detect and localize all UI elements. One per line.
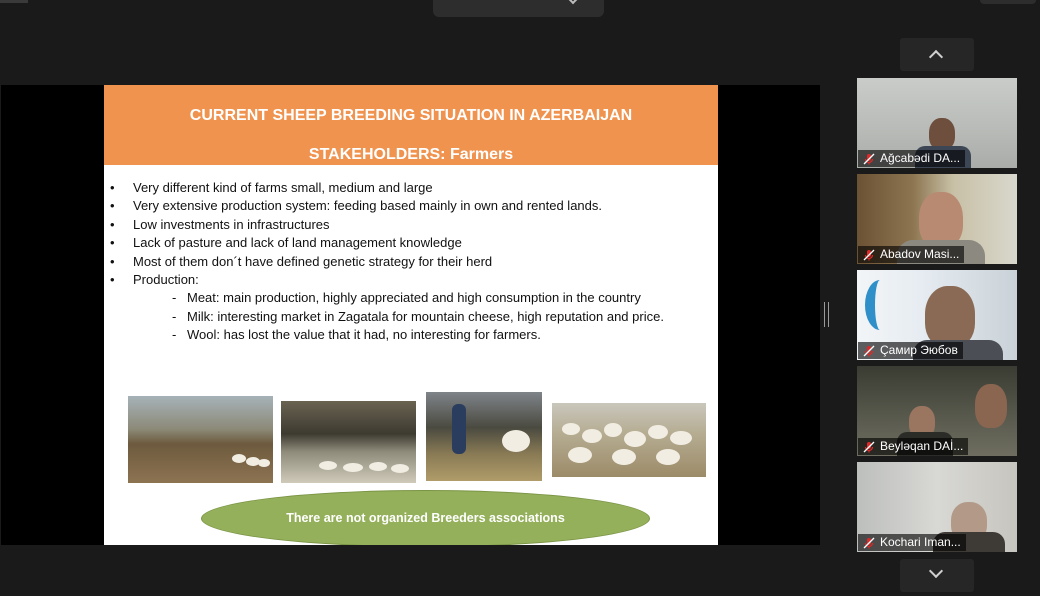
mic-muted-icon <box>863 249 875 261</box>
bullet-item: • Low investments in infrastructures <box>110 216 718 234</box>
participant-name: Abadov Masi... <box>880 247 960 261</box>
participant-tile[interactable] <box>857 462 1017 552</box>
sub-bullet-item: - Meat: main production, highly appreciated and high consumption in the country <box>110 289 718 307</box>
bullet-item: • Most of them don´t have defined genetic strategy for their herd <box>110 253 718 271</box>
sub-bullet-item: - Wool: has lost the value that it had, no interesting for farmers. <box>110 326 718 344</box>
participant-name: Kochari Iman... <box>880 535 961 549</box>
slide-subtitle: STAKEHOLDERS: Farmers <box>308 146 514 163</box>
chevron-down-icon <box>929 564 943 578</box>
window-controls[interactable] <box>980 0 1036 4</box>
slide-header <box>104 85 718 165</box>
mic-muted-icon <box>863 345 875 357</box>
slide-body <box>104 165 718 345</box>
participant-name-tag <box>858 342 963 359</box>
participant-name: Beyləqan DAİ... <box>880 439 964 453</box>
farm-photo-2 <box>281 401 416 483</box>
farm-photo-3 <box>426 392 542 481</box>
window-edge <box>0 0 28 3</box>
farm-photo-1 <box>128 396 273 483</box>
participant-name: Çамир Эюбов <box>880 343 958 357</box>
scroll-up-button[interactable] <box>900 38 974 71</box>
mic-muted-icon <box>863 537 875 549</box>
bullet-item: • Production: <box>110 271 718 289</box>
screen-share-area <box>1 85 820 545</box>
participant-name-tag <box>858 534 966 551</box>
sub-bullet-item: - Milk: interesting market in Zagatala for mountain cheese, high reputation and price. <box>110 308 718 326</box>
chevron-down-icon <box>569 0 577 4</box>
mic-muted-icon <box>863 153 875 165</box>
panel-resize-handle[interactable] <box>824 302 829 327</box>
participant-tile[interactable] <box>857 270 1017 360</box>
bullet-item: • Very extensive production system: feeding based mainly in own and rented lands. <box>110 197 718 215</box>
participant-tile[interactable] <box>857 174 1017 264</box>
participant-tile[interactable] <box>857 78 1017 168</box>
scroll-down-button[interactable] <box>900 559 974 592</box>
farm-photo-4 <box>552 403 706 477</box>
chevron-up-icon <box>929 50 943 64</box>
participant-name-tag <box>858 150 965 167</box>
presentation-slide <box>104 85 718 545</box>
slide-title: CURRENT SHEEP BREEDING SITUATION IN AZERBAIJAN <box>189 107 633 124</box>
bullet-item: • Lack of pasture and lack of land management knowledge <box>110 234 718 252</box>
participant-tile[interactable] <box>857 366 1017 456</box>
participant-name: Ağcabədi DA... <box>880 151 961 165</box>
view-options-tab[interactable] <box>433 0 604 17</box>
bullet-item: • Very different kind of farms small, medium and large <box>110 179 718 197</box>
participant-name-tag <box>858 246 964 263</box>
breeders-callout: There are not organized Breeders associations <box>201 490 650 545</box>
participant-name-tag <box>858 438 968 455</box>
mic-muted-icon <box>863 441 875 453</box>
